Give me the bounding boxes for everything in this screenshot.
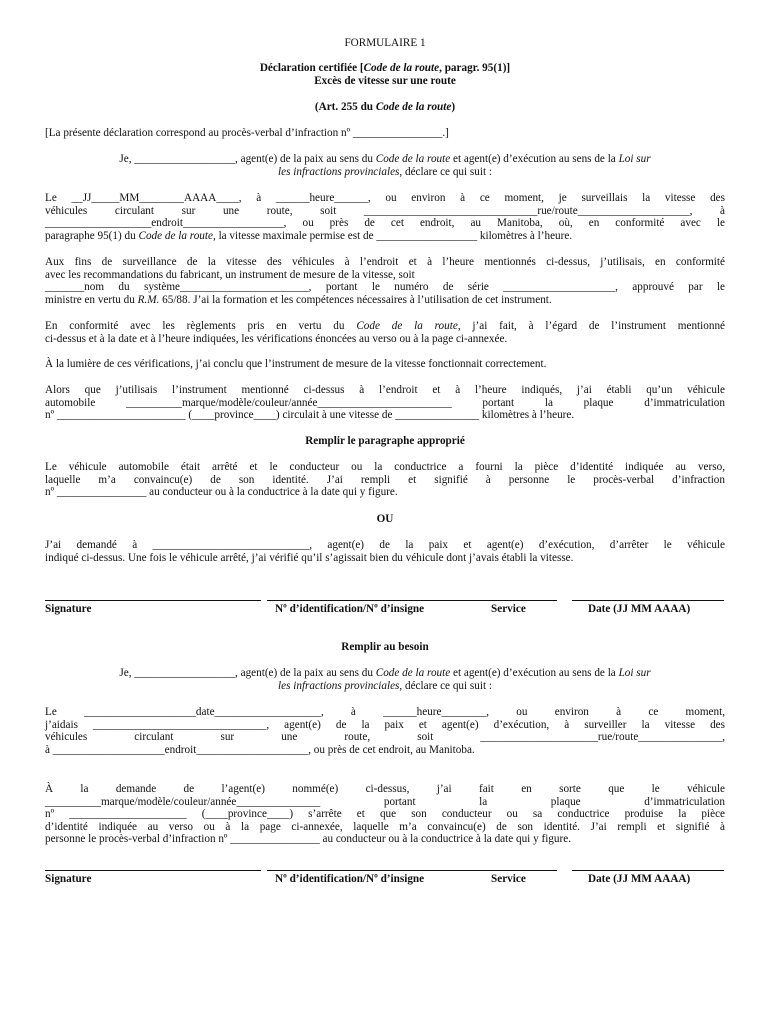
section-heading-if-needed: Remplir au besoin (341, 641, 429, 653)
signature-line[interactable] (45, 600, 261, 601)
id-badge-line[interactable] (267, 600, 557, 601)
paragraph-instrument: Aux fins de surveillance de la vitesse des véhicules à l’endroit et à l’heure mentionnés ci-dessus, j’utilisais, en conformité avec les recommandations du fabricant, un instrument de mesure de la vitesse, soit _______nom du système_______________________, portant le numéro de série ____________________, approuvé par le ministre en vertu du R.M. 65/88. J’ai la formation et les compétences nécessaires à l’utilisation de cet instrument. (45, 256, 725, 306)
paragraph-assist-stop: À la demande de l’agent(e) nommé(e) ci-dessus, j’ai fait en sorte que le véhicule __________marque/modèle/couleur/année_______________ portant la plaque d’immatriculation nº _____________________ (____province____) s’arrête et que son conducteur ou sa conductrice produise la pièce d’identité indiquée au verso ou à la page ci-annexée, laquelle m’a convaincu(e) de son identité. J’ai rempli et signifié à personne le procès-verbal d’infraction nº ________________ au conducteur ou à la conductrice à la date qui y figure. (45, 783, 725, 846)
declarant-line-2: Je, __________________, agent(e) de la paix au sens du Code de la route et agent(e) d’exécution au sens de la Loi sur (119, 667, 651, 679)
date-line[interactable] (572, 870, 724, 871)
declarant-line-1: Je, __________________, agent(e) de la paix au sens du Code de la route et agent(e) d’exécution au sens de la Loi sur (119, 153, 651, 165)
section-heading-appropriate: Remplir le paragraphe approprié (305, 435, 465, 447)
form-title: FORMULAIRE 1 (344, 37, 426, 49)
service-label: Service (491, 603, 526, 615)
signature-label: Signature (45, 603, 92, 615)
date-label: Date (JJ MM AAAA) (588, 603, 691, 615)
signature-line[interactable] (45, 870, 261, 871)
signature-label: Signature (45, 873, 92, 885)
paragraph-vehicle-speed: Alors que j’utilisais l’instrument mentionné ci-dessus à l’endroit et à l’heure indiqués, j’ai établi qu’un véhicule automobile __________marque/modèle/couleur/année________________________ portant la plaque d’immatriculation nº _______________________ (____province____) circulait à une vitesse de _______________ kilomètres à l’heure. (45, 384, 725, 422)
paragraph-verifications: En conformité avec les règlements pris en vertu du Code de la route, j’ai fait, à l’égard de l’instrument mentionné ci-dessus et à la date et à l’heure indiquées, les vérifications énoncées au verso ou à la page ci-annexée. (45, 320, 726, 345)
service-label: Service (491, 873, 526, 885)
id-badge-line[interactable] (267, 870, 557, 871)
declarant-line-2b: les infractions provinciales, déclare ce qui suit : (278, 680, 492, 692)
date-line[interactable] (572, 600, 724, 601)
declarant-line-1b: les infractions provinciales, déclare ce qui suit : (278, 166, 492, 178)
form-subheading: Excès de vitesse sur une route (314, 75, 456, 87)
paragraph-assist: Le ____________________date___________________, à ______heure________, ou environ à ce moment, j’aidais _______________________________, agent(e) de la paix et agent(e) d’exécution, à surveiller la vitesse des véhicules circulant sur une route, soit _____________________rue/route_______________, à ____________________endroit____________________, ou près de cet endroit, au Manitoba. (45, 706, 725, 756)
paragraph-stop-request: J’ai demandé à ____________________________, agent(e) de la paix et agent(e) d’exécution, d’arrêter le véhicule indiqué ci-dessus. Une fois le véhicule arrêté, j’ai vérifié qu’il s’agissait bien du véhicule dont j’avais établi la vitesse. (45, 539, 725, 564)
or-separator: OU (376, 513, 394, 525)
paragraph-conclusion: À la lumière de ces vérifications, j’ai conclu que l’instrument de mesure de la vitesse fonctionnait correctement. (45, 358, 547, 370)
id-badge-label: Nº d’identification/Nº d’insigne (275, 873, 425, 885)
form-heading: Déclaration certifiée [Code de la route, paragr. 95(1)] (259, 62, 511, 74)
date-label: Date (JJ MM AAAA) (588, 873, 691, 885)
intro-statement: [La présente déclaration correspond au procès-verbal d’infraction nº ________________.] (45, 127, 449, 139)
paragraph-vehicle-stopped: Le véhicule automobile était arrêté et le conducteur ou la conductrice a fourni la pièce d’identité indiquée au verso, laquelle m’a convaincu(e) de son identité. J’ai rempli et signifié à personne le procès-verbal d’infraction nº ________________ au conducteur ou à la conductrice à la date qui y figure. (45, 461, 725, 499)
form-article: (Art. 255 du Code de la route) (314, 101, 456, 113)
id-badge-label: Nº d’identification/Nº d’insigne (275, 603, 425, 615)
paragraph-surveillance: Le __JJ_____MM________AAAA____, à ______heure______, ou environ à ce moment, je surveillais la vitesse des véhicules circulant sur une route, soit _______________________________rue/route____________________, à ___________________endroit__________________, ou près de cet endroit, au Manitoba, où, en conformité avec le paragraphe 95(1) du Code de la route, la vitesse maximale permise est de __________________ kilomètres à l’heure. (45, 192, 725, 242)
